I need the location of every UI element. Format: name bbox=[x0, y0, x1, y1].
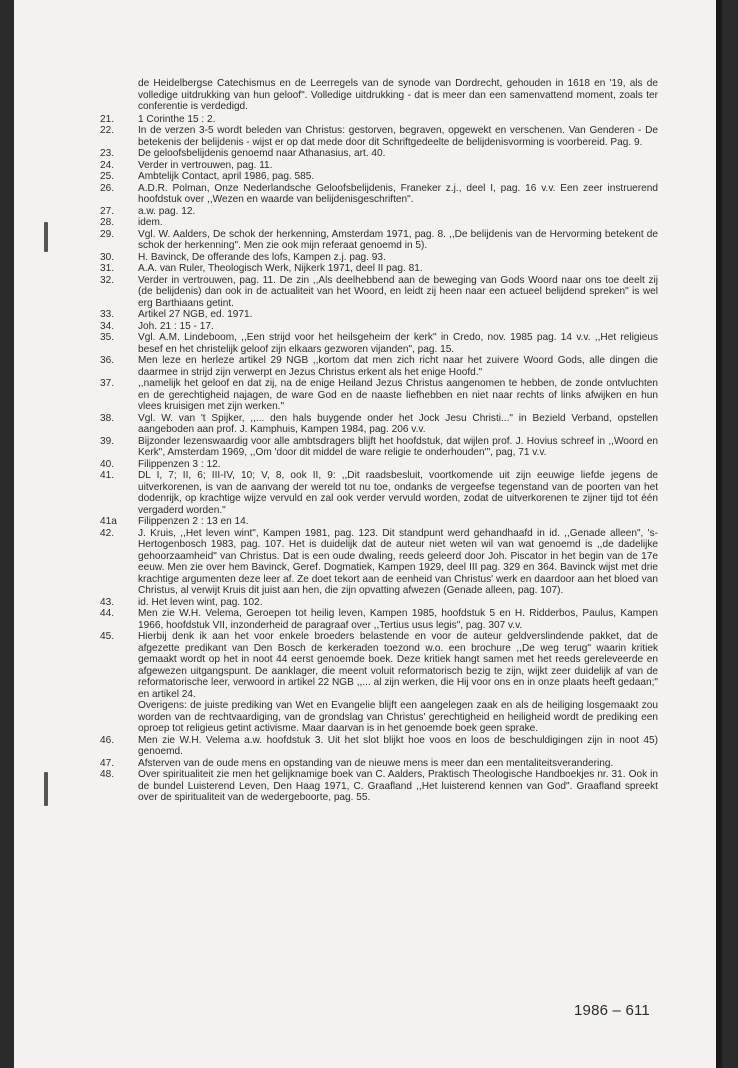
footnote-continuation: Overigens: de juiste prediking van Wet en Evangelie blijft een aangelegen zaak en als de heiliging losgemaakt zou worden van de rechtvaardiging, van de grondslag van Christus' gerechtigheid en heiligheid wordt de prediking een oproep tot religieus getint activisme. Maar daarvan is in het genoemde boek geen sprake. bbox=[138, 700, 658, 734]
footnote-number: 39. bbox=[100, 435, 115, 447]
footnote-text: A.A. van Ruler, Theologisch Werk, Nijkerk 1971, deel II pag. 81. bbox=[138, 263, 423, 274]
footnote bbox=[98, 597, 658, 609]
footnote bbox=[98, 252, 658, 264]
footnote-text: Filippenzen 3 : 12. bbox=[138, 458, 221, 470]
footnote bbox=[98, 413, 658, 436]
footnote-text: Verder in vertrouwen, pag. 11. bbox=[138, 159, 273, 171]
footnote-text: Afsterven van de oude mens en opstanding van de nieuwe mens is meer dan een mentaliteitsverandering. bbox=[138, 757, 614, 769]
footnote-number: 25. bbox=[100, 171, 115, 182]
footnote bbox=[98, 275, 658, 310]
footnote-text: H. Bavinck, De offerande des lofs, Kampen z.j. pag. 93. bbox=[138, 251, 386, 263]
footnote-text: Hierbij denk ik aan het voor enkele broeders belastende en voor de auteur geldverslindende pakket, dat de afgezette predikant van Den Bosch de kerkeraden toezond w.o. een brochure ,,De weg terug" waarin kritiek gemaakt wordt op het in noot 44 eerst genoemde boek. Deze kritiek hangt samen met het reeds gereleveerde en afgewezen uitgangspunt. De aanklager, die meent voluit reformatorisch bezig te zijn, wijkt zeer duidelijk af van de reformatorische leer, verwoord in artikel 22 NGB ,,... al zijn werken, die Hij voor ons en in onze plaats heeft gedaan;" en artikel 24. bbox=[138, 631, 658, 700]
footnote bbox=[98, 321, 658, 333]
footnote-text: Verder in vertrouwen, pag. 11. De zin ,,Als deelhebbend aan de beweging van Gods Woord naar ons toe deelt zij (de belijdenis) dan ook in de actualiteit van het Woord, en leidt zij heen naar een actueel belijdend spreken" is wel erg Barthiaans getint. bbox=[138, 274, 658, 309]
footnote bbox=[98, 459, 658, 471]
footnote bbox=[98, 516, 658, 528]
footnote-number: 44. bbox=[100, 608, 115, 619]
footnote bbox=[98, 171, 658, 183]
footnote-text: Bijzonder lezenswaardig voor alle ambtsdragers blijft het hoofdstuk, dat wijlen prof. J. Hovius schreef in ,,Woord en Kerk", Amsterdam 1969, ,,Om 'door dit middel de ware religie te onderhouden'", pag, 71 v.v. bbox=[138, 435, 658, 458]
footnote-text: 1 Corinthe 15 : 2. bbox=[138, 113, 216, 125]
footnote-list bbox=[98, 114, 658, 804]
footnote-text: ,,namelijk het geloof en dat zij, na de enige Heiland Jezus Christus aangenomen te hebben, de zonde ontvluchten en de gerechtigheid najagen, de ware God en de naaste liefhebben en niet naar rechts of links afwijken en hun vlees kruisigen met zijn werken." bbox=[138, 378, 658, 412]
footnote-number: 47. bbox=[100, 757, 115, 769]
footnote-number: 43. bbox=[100, 596, 115, 608]
document-page bbox=[14, 0, 722, 1068]
footnote-number: 33. bbox=[100, 309, 115, 320]
footnote bbox=[98, 631, 658, 700]
footnote-text: Ambtelijk Contact, april 1986, pag. 585. bbox=[138, 171, 315, 182]
footnote-number: 46. bbox=[100, 734, 115, 746]
footnote-number: 21. bbox=[100, 113, 115, 125]
footnote bbox=[98, 470, 658, 516]
footnote-number: 22. bbox=[100, 125, 115, 136]
footnote bbox=[98, 183, 658, 206]
footnote-text: Vgl. W. Aalders, De schok der herkenning, Amsterdam 1971, pag. 8. ,,De belijdenis van de Hervorming betekent de schok der herkenning". Men zie ook mijn referaat genoemd in 5). bbox=[138, 228, 658, 251]
footnote bbox=[98, 309, 658, 321]
footnote-number: 38. bbox=[100, 412, 115, 424]
footnote bbox=[98, 229, 658, 252]
footnote bbox=[98, 332, 658, 355]
footnote-number: 41a bbox=[100, 516, 117, 527]
footnote-number: 30. bbox=[100, 251, 115, 263]
footnote-text: Men zie W.H. Velema a.w. hoofdstuk 3. Uit het slot blijkt hoe voos en loos de beschuldigingen zijn in noot 45) genoemd. bbox=[138, 734, 658, 757]
footnote-number: 28. bbox=[100, 217, 115, 228]
footnote bbox=[98, 206, 658, 218]
footnote bbox=[98, 114, 658, 126]
margin-mark bbox=[44, 772, 48, 806]
footnote bbox=[98, 125, 658, 148]
footnote-number: 35. bbox=[100, 332, 115, 343]
footnote bbox=[98, 355, 658, 378]
page-number: 1986 – 611 bbox=[574, 1002, 650, 1019]
margin-mark bbox=[44, 222, 48, 252]
footnote-number: 42. bbox=[100, 527, 115, 539]
footnote bbox=[98, 378, 658, 413]
intro-paragraph: de Heidelbergse Catechismus en de Leerregels van de synode van Dordrecht, gehouden in 1618 en '19, als de volledige uitdrukking van hun geloof". Volledige uitdrukking - dat is meer dan een samenvattend moment, zoals ter conferentie is verdedigd. bbox=[138, 78, 658, 112]
footnote-number: 40. bbox=[100, 458, 115, 470]
footnote bbox=[98, 263, 658, 275]
footnote-text: Artikel 27 NGB, ed. 1971. bbox=[138, 309, 253, 320]
footnote bbox=[98, 769, 658, 804]
footnote bbox=[98, 160, 658, 172]
footnote-text: DL I, 7; II, 6; III-IV, 10; V, 8, ook II, 9: ,,Dit raadsbesluit, voortkomende uit zijn eeuwige liefde jegens de uitverkorenen, is van de aanvang der wereld tot nu toe, ondanks de vergeefse tegenstand van de poorten van het dodenrijk, op krachtige wijze vervuld en zal ook verder vervuld worden, zodat de uitverkorenen te zijner tijd tot één vergaderd worden." bbox=[138, 470, 658, 516]
footnote-text: In de verzen 3-5 wordt beleden van Christus: gestorven, begraven, opgewekt en verschenen. Van Genderen - De betekenis der belijdenis - wijst er op dat mede door dit Schriftgedeelte de belijdenisvorming is voorbereid. Pag. 9. bbox=[138, 125, 658, 148]
footnote-number: 31. bbox=[100, 263, 115, 274]
footnote bbox=[98, 608, 658, 631]
footnote-number: 41. bbox=[100, 470, 115, 481]
footnote-text: Joh. 21 : 15 - 17. bbox=[138, 320, 214, 332]
footnote bbox=[98, 735, 658, 758]
footnote bbox=[98, 217, 658, 229]
footnote-text: Men zie W.H. Velema, Geroepen tot heilig leven, Kampen 1985, hoofdstuk 5 en H. Ridderbos, Paulus, Kampen 1966, hoofdstuk VII, inzonderheid de paragraaf over ,,Tertius usus legis", pag. 307 v.v. bbox=[138, 608, 658, 631]
footnote-number: 32. bbox=[100, 274, 115, 286]
footnote-text: A.D.R. Polman, Onze Nederlandsche Geloofsbelijdenis, Franeker z.j., deel I, pag. 16 v.v. Een zeer instruerend hoofdstuk over ,,Wezen en waarde van belijdenisgeschriften". bbox=[138, 182, 658, 205]
footnote-text: Vgl. A.M. Lindeboom, ,,Een strijd voor het heilsgeheim der kerk" in Credo, nov. 1985 pag. 14 v.v. ,,Het religieus besef en het christelijk geloof zijn elkaars gezworen vijanden", pag. 15. bbox=[138, 332, 658, 355]
footnote-text: De geloofsbelijdenis genoemd naar Athanasius, art. 40. bbox=[138, 148, 386, 159]
footnote-text: Over spiritualiteit zie men het gelijknamige boek van C. Aalders, Praktisch Theologische Handboekjes nr. 31. Ook in de bundel Luisterend Leven, Den Haag 1971, C. Graafland ,,Het luisterend kennen van God". Graafland spreekt over de spiritualiteit van de wedergeboorte, pag. 55. bbox=[138, 769, 658, 803]
footnote bbox=[98, 436, 658, 459]
footnote bbox=[98, 528, 658, 597]
footnote-text: J. Kruis, ,,Het leven wint", Kampen 1981, pag. 123. Dit standpunt werd gehandhaafd in id. ,,Genade alleen", 's-Hertogenbosch 1983, pag. 107. Het is duidelijk dat de auteur niet weten wil van wat genoemd is ,,de dadelijke gehoorzaamheid" van Christus. Dat is een oude dwaling, reeds geleerd door Joh. Piscator in het begin van de 17e eeuw. Men zie over hem Bavinck, Geref. Dogmatiek, Kampen 1929, deel III pag. 329 en 364. Bavinck wijst met drie krachtige argumenten deze leer af. Ze doet tekort aan de eenheid van Christus' werk en daardoor aan het bloed van Christus, al verwijt Kruis dit juist aan hen, die zijn opvatting afwezen (Genade alleen, pag. 107). bbox=[138, 527, 658, 596]
footnote-text: Filippenzen 2 : 13 en 14. bbox=[138, 516, 249, 527]
footnote-number: 36. bbox=[100, 355, 115, 366]
footnote-number: 27. bbox=[100, 205, 115, 217]
footnote-text: a.w. pag. 12. bbox=[138, 205, 196, 217]
footnote-number: 45. bbox=[100, 631, 115, 642]
footnote-number: 34. bbox=[100, 320, 115, 332]
footnote-text: idem. bbox=[138, 217, 163, 228]
footnote-text: Men leze en herleze artikel 29 NGB ,,kortom dat men zich richt naar het zuivere Woord Gods, alle dingen die daarmee in strijd zijn verwerpt en Jezus Christus erkent als het enige Hoofd." bbox=[138, 355, 658, 378]
footnote-number: 26. bbox=[100, 182, 115, 194]
footnote-number: 48. bbox=[100, 769, 115, 780]
footnote bbox=[98, 148, 658, 160]
footnote-number: 37. bbox=[100, 378, 115, 389]
footnote-text: id. Het leven wint, pag. 102. bbox=[138, 596, 263, 608]
footnote-number: 23. bbox=[100, 148, 115, 159]
footnote bbox=[98, 758, 658, 770]
footnote-number: 24. bbox=[100, 159, 115, 171]
footnote-text: Vgl. W. van 't Spijker, ,,... den hals buygende onder het Jock Jesu Christi..." in Bezield Verband, opstellen aangeboden aan prof. J. Kamphuis, Kampen 1984, pag. 206 v.v. bbox=[138, 412, 658, 435]
footnote-number: 29. bbox=[100, 228, 115, 240]
footnotes bbox=[98, 78, 658, 804]
